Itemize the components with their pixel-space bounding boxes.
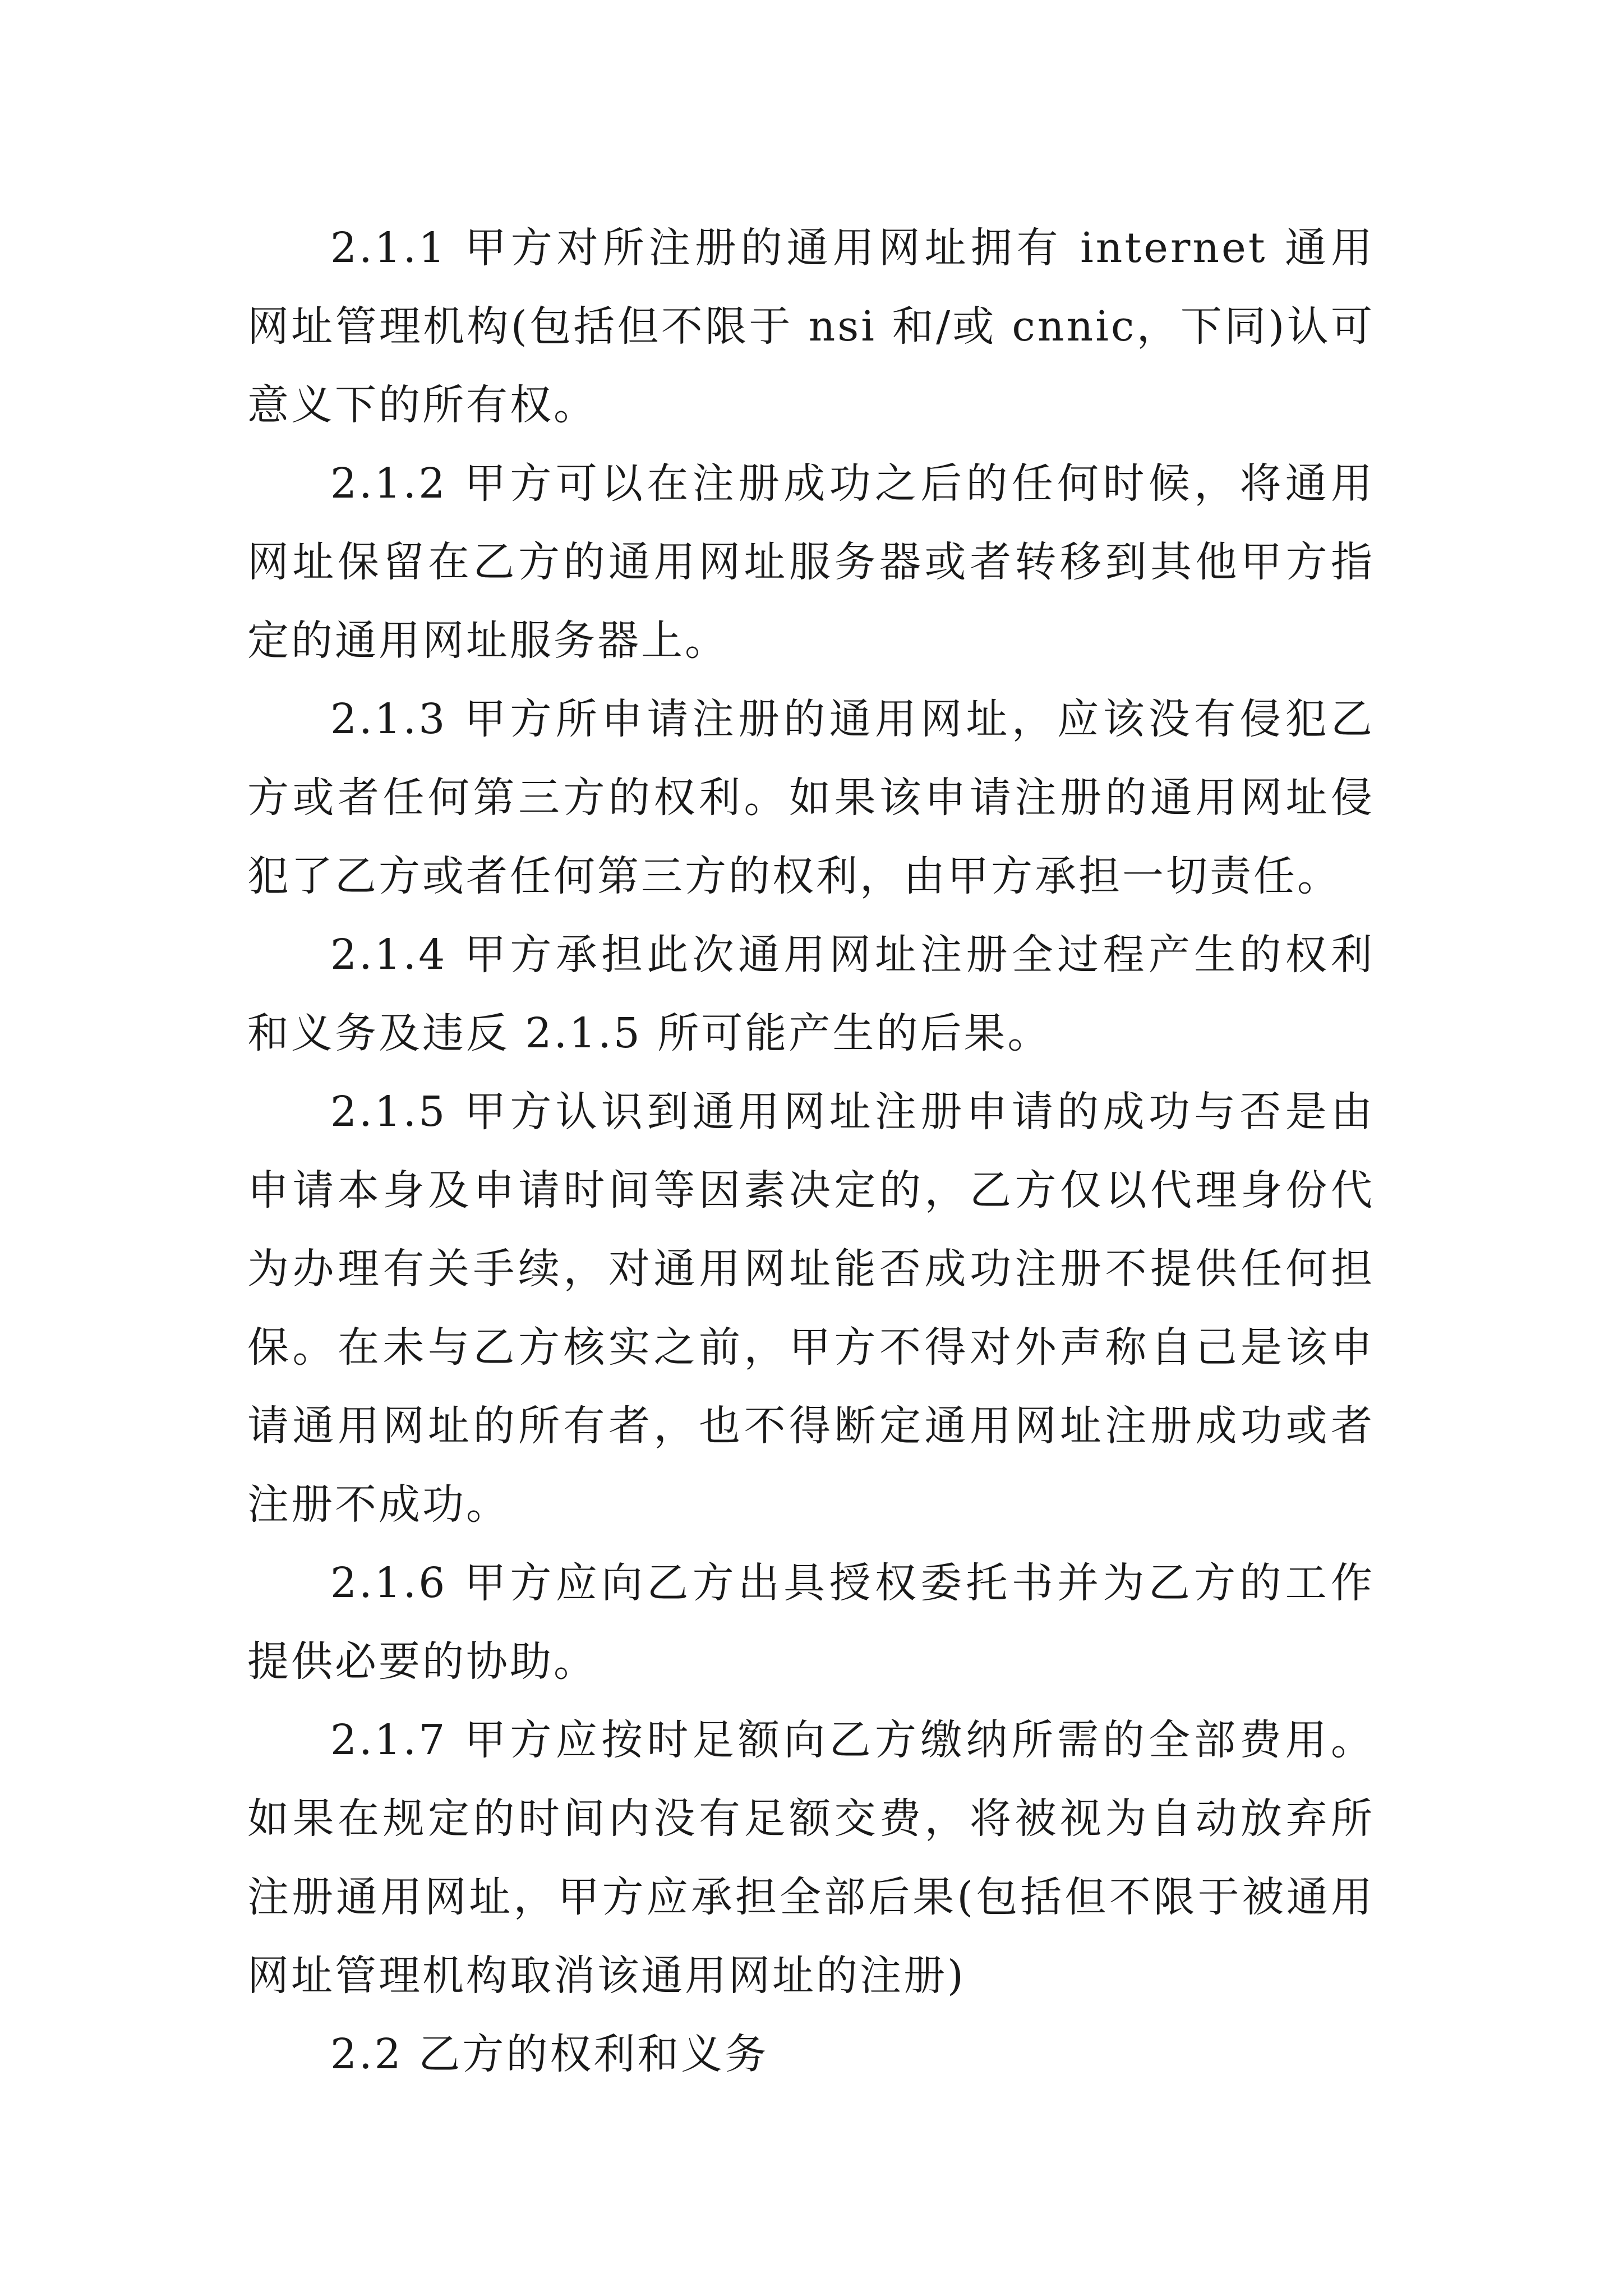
clause-2-1-5: 2.1.5 甲方认识到通用网址注册申请的成功与否是由申请本身及申请时间等因素决定的，乙方仅以代理身份代为办理有关手续，对通用网址能否成功注册不提供任何担保。在未与乙方核实之前，甲方不得对外声称自己是该申请通用网址的所有者，也不得断定通用网址注册成功或者注册不成功。 (247, 1088, 1375, 1529)
section-2-2-heading: 2.2 乙方的权利和义务 (330, 2030, 769, 2078)
clause-2-1-6: 2.1.6 甲方应向乙方出具授权委托书并为乙方的工作提供必要的协助。 (247, 1559, 1375, 1686)
clause-2-1-4: 2.1.4 甲方承担此次通用网址注册全过程产生的权利和义务及违反 2.1.5 所可能产生的后果。 (247, 931, 1375, 1057)
clause-2-1-2: 2.1.2 甲方可以在注册成功之后的任何时候，将通用网址保留在乙方的通用网址服务器或者转移到其他甲方指定的通用网址服务器上。 (247, 459, 1375, 665)
clause-2-1-3: 2.1.3 甲方所申请注册的通用网址，应该没有侵犯乙方或者任何第三方的权利。如果该申请注册的通用网址侵犯了乙方或者任何第三方的权利，由甲方承担一切责任。 (247, 695, 1375, 900)
document-body (247, 209, 1375, 2093)
clause-2-1-1: 2.1.1 甲方对所注册的通用网址拥有 internet 通用网址管理机构(包括但不限于 nsi 和/或 cnnic，下同)认可意义下的所有权。 (247, 224, 1375, 429)
clause-2-1-7: 2.1.7 甲方应按时足额向乙方缴纳所需的全部费用。如果在规定的时间内没有足额交费，将被视为自动放弃所注册通用网址，甲方应承担全部后果(包括但不限于被通用网址管理机构取消该通用网址的注册) (247, 1716, 1375, 2000)
